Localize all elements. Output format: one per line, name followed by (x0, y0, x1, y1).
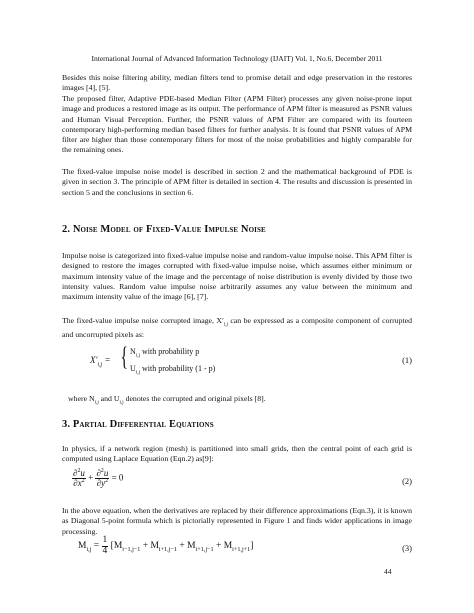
eq2-number: (2) (402, 476, 412, 486)
paragraph-where: where $N_{i,j}$ and $U_{i,j}$ denotes the corrupted and original pixels [8]. (68, 394, 266, 406)
where-text: denotes the corrupted and original pixels [8]. (125, 394, 266, 403)
paragraph-apm-filter: The proposed filter, Adaptive PDE-based Median Filter (APM Filter) processes any given noise-prone input image and produces a restored image as its output. The performance of APM filter is measured as PSNR values and Human Visual Perception. Further, the PSNR values of APM Filter are compared with its fourteen contemporary high-performing median based filters for further analysis. It is found that PSNR values of APM filter are higher than those contemporary filters for most of the noise probabilities and highly comparable for the remaining ones. (62, 94, 412, 155)
section-2-heading (62, 224, 412, 235)
paragraph-outline: The fixed-value impulse noise model is described in section 2 and the mathematical background of PDE is given in section 3. The principle of APM filter is detailed in section 4. The results and discussion is presented in section 5 and the conclusions in section 6. (62, 167, 412, 197)
eq1-lhs: $X'_{i,j}$ = (90, 355, 111, 368)
equation-2 (62, 469, 412, 495)
noise-model-text-post: can be expressed as a composite component of corrupted and uncorrupted pixels as: (62, 316, 412, 339)
equation-1 (62, 342, 412, 381)
section-3-heading (62, 419, 412, 430)
section-2-title: Noise Model of Fixed-Value Impulse Noise (72, 224, 266, 235)
section-3-title: Partial Differential Equations (72, 419, 214, 430)
eq1-number: (1) (402, 355, 412, 365)
paragraph-median-filters: Besides this noise filtering ability, median filters tend to promise detail and edge preservation in the restores images [4], [5]. (62, 73, 412, 93)
noise-model-text-pre: The fixed-value impulse noise corrupted image, X (62, 316, 223, 325)
eq3-body: $M_{i,j}$ = $\frac{1}{4}$ $[M_{i-1,j-1} + M_{i+1,j-1} + M_{i+1,j-1} + M_{i+1,j+1}]$ (78, 535, 254, 556)
equation-3 (62, 536, 412, 562)
eq3-number: (3) (402, 543, 412, 553)
eq1-case-1: $N_{i,j}$ with probability p (130, 347, 200, 359)
paragraph-impulse-noise: Impulse noise is categorized into fixed-value impulse noise and random-value impulse noise. This APM filter is designed to restore the images corrupted with fixed-value impulse noise, which assumes either minimum or maximum intensity value of the image and the percentage of noise distribution is evenly divided by those two intensity values. Random value impulse noise arbitrarily assumes any value between the minimum and maximum intensity value of the image [6], [7]. (62, 251, 412, 302)
eq1-case-2: $U_{i,j}$ with probability (1 - p) (130, 364, 216, 376)
eq2-body: $\frac{\partial^2u}{\partial x^2}$ + $\frac{\partial^2u}{\partial y^2}$ = 0 (73, 468, 124, 488)
section-3-number: 3. (62, 419, 71, 430)
paragraph-difference-approx: In the above equation, when the derivatives are replaced by their difference approximations (Eqn.3), it is known as Diagonal 5-point formula which is pictorially represented in Figure 1 and finds wider applications in image processing. (62, 506, 412, 536)
section-2-number: 2. (62, 224, 71, 235)
journal-header: International Journal of Advanced Information Technology (IJAIT) Vol. 1, No.6, December 2011 (91, 54, 383, 63)
eq1-brace: { (120, 342, 128, 371)
paragraph-noise-model: The fixed-value impulse noise corrupted image, $X'_{i,j}$ can be expressed as a composite component of corrupted and uncorrupted pixels as: (62, 316, 412, 339)
paragraph-laplace: In physics, if a network region (mesh) is partitioned into small grids, then the central point of each grid is computed using Laplace Equation (Eqn.2) as[9]: (62, 444, 412, 464)
page-number: 44 (384, 567, 392, 576)
